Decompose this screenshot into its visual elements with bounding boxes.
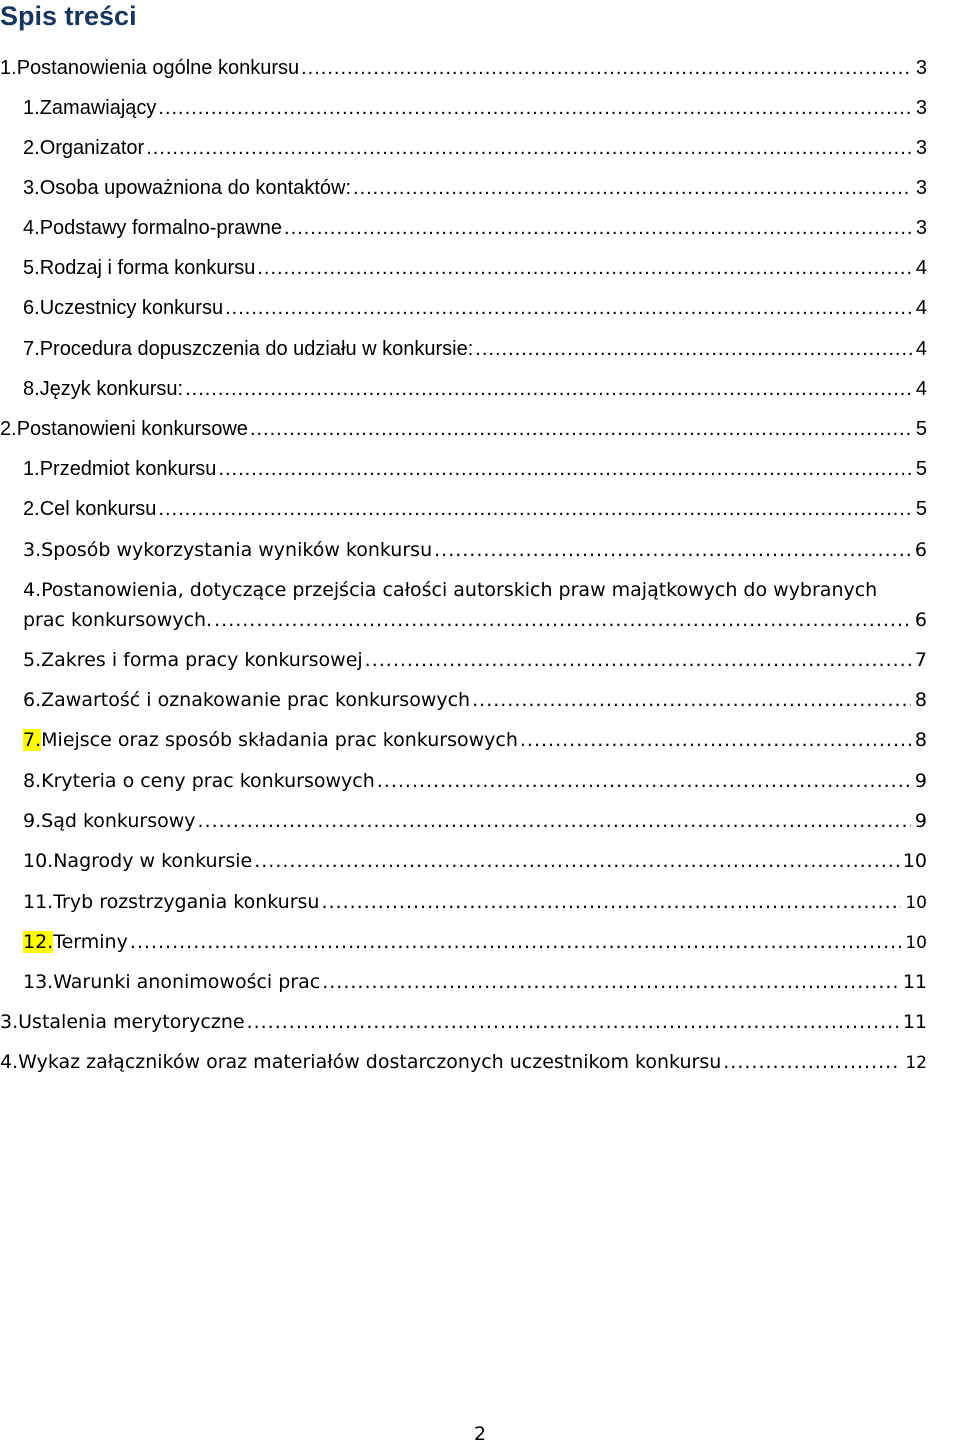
toc-entry-number: 5. bbox=[23, 257, 40, 279]
toc-entry-number: 4. bbox=[23, 217, 40, 239]
toc-entry-page: 7 bbox=[914, 649, 927, 671]
toc-entry-page: 11 bbox=[902, 971, 927, 993]
toc-entry-number: 3. bbox=[23, 539, 42, 561]
toc-entry-number: 2. bbox=[23, 498, 40, 520]
toc-entry-page: 10 bbox=[905, 933, 927, 953]
dot-leader bbox=[146, 136, 912, 160]
toc-entry-number: 2. bbox=[23, 137, 40, 159]
toc-entry-2-6[interactable] bbox=[0, 688, 927, 712]
toc-entry-2-5[interactable] bbox=[0, 648, 927, 672]
toc-entry-number: 6. bbox=[23, 689, 42, 711]
dot-leader bbox=[158, 96, 911, 120]
dot-leader bbox=[520, 728, 911, 752]
dot-leader bbox=[130, 930, 902, 954]
toc-entry-2-13[interactable] bbox=[0, 970, 927, 994]
toc-entry-number: 9. bbox=[23, 810, 42, 832]
toc-entry-number: 4. bbox=[23, 579, 42, 601]
toc-entry-1-5[interactable] bbox=[0, 256, 927, 280]
toc-entry-number: 8. bbox=[23, 770, 42, 792]
toc-entry-page: 9 bbox=[914, 810, 927, 832]
dot-leader bbox=[214, 608, 911, 632]
toc-entry-label: Ustalenia merytoryczne bbox=[18, 1011, 245, 1033]
dot-leader bbox=[254, 849, 899, 873]
toc-entry-label: Język konkursu: bbox=[39, 378, 184, 400]
toc-entry-number: 1. bbox=[23, 97, 40, 119]
toc-entry-label: Przedmiot konkursu bbox=[39, 458, 217, 480]
dot-leader bbox=[218, 457, 911, 481]
toc-entry-2-11[interactable] bbox=[0, 890, 927, 915]
toc-entry-page: 4 bbox=[915, 338, 927, 360]
toc-entry-label-line1: Postanowienia, dotyczące przejścia całości autorskich praw majątkowych do wybranych bbox=[41, 579, 878, 601]
toc-entry-number: 3. bbox=[0, 1011, 19, 1033]
toc-entry-2-7[interactable] bbox=[0, 728, 927, 752]
dot-leader bbox=[284, 216, 912, 240]
toc-entry-page: 8 bbox=[914, 729, 927, 751]
dot-leader bbox=[158, 497, 911, 521]
toc-entry-2[interactable] bbox=[0, 417, 927, 441]
toc-entry-label: Sąd konkursowy bbox=[41, 810, 196, 832]
toc-entry-page: 11 bbox=[902, 1011, 927, 1033]
toc-entry-number: 4. bbox=[0, 1051, 19, 1073]
toc-entry-page: 5 bbox=[915, 418, 927, 440]
toc-entry-2-3[interactable] bbox=[0, 538, 927, 562]
toc-entry-number: 7. bbox=[23, 338, 40, 360]
toc-entry-label: prac konkursowych. bbox=[23, 609, 213, 631]
toc-entry-label: Rodzaj i forma konkursu bbox=[39, 257, 256, 279]
dot-leader bbox=[301, 56, 912, 80]
toc-entry-number: 1. bbox=[0, 57, 17, 79]
dot-leader bbox=[377, 769, 911, 793]
toc-entry-page: 3 bbox=[915, 217, 927, 239]
toc-entry-page: 10 bbox=[905, 893, 927, 913]
dot-leader bbox=[322, 970, 899, 994]
toc-entry-label: Cel konkursu bbox=[39, 498, 157, 520]
toc-entry-number-highlighted: 7. bbox=[23, 729, 42, 751]
toc-entry-number-highlighted: 12. bbox=[23, 931, 54, 953]
toc-entry-page: 9 bbox=[914, 770, 927, 792]
toc-entry-page: 4 bbox=[915, 378, 927, 400]
toc-entry-2-12[interactable] bbox=[0, 930, 927, 955]
toc-entry-number: 11. bbox=[23, 891, 54, 913]
toc-entry-2-1[interactable] bbox=[0, 457, 927, 481]
toc-entry-label: Sposób wykorzystania wyników konkursu bbox=[41, 539, 433, 561]
toc-entry-page: 3 bbox=[915, 177, 927, 199]
toc-entry-page: 10 bbox=[902, 850, 927, 872]
dot-leader bbox=[472, 688, 911, 712]
toc-entry-page: 3 bbox=[915, 57, 927, 79]
toc-entry-1-2[interactable] bbox=[0, 136, 927, 160]
dot-leader bbox=[475, 337, 912, 361]
toc-entry-number: 2. bbox=[0, 418, 17, 440]
toc-entry-label: Zamawiający bbox=[39, 97, 157, 119]
toc-entry-1[interactable] bbox=[0, 56, 927, 80]
toc-entry-page: 5 bbox=[915, 458, 927, 480]
toc-entry-page: 8 bbox=[914, 689, 927, 711]
toc-entry-page: 12 bbox=[905, 1053, 927, 1073]
dot-leader bbox=[723, 1050, 901, 1074]
toc-entry-1-6[interactable] bbox=[0, 296, 927, 320]
dot-leader bbox=[365, 648, 911, 672]
toc-entry-label: Postanowieni konkursowe bbox=[16, 418, 248, 440]
toc-entry-page: 3 bbox=[915, 97, 927, 119]
toc-entry-2-10[interactable] bbox=[0, 849, 927, 873]
toc-entry-label: Postanowienia ogólne konkursu bbox=[16, 57, 300, 79]
dot-leader bbox=[434, 538, 911, 562]
toc-entry-4[interactable] bbox=[0, 1050, 927, 1075]
toc-entry-label: Uczestnicy konkursu bbox=[39, 297, 224, 319]
toc-entry-number: 10. bbox=[23, 850, 54, 872]
toc-entry-number: 6. bbox=[23, 297, 40, 319]
toc-entry-3[interactable] bbox=[0, 1010, 927, 1034]
toc-entry-2-8[interactable] bbox=[0, 769, 927, 793]
toc-entry-page: 6 bbox=[914, 539, 927, 561]
toc-entry-label: Osoba upoważniona do kontaktów: bbox=[39, 177, 352, 199]
toc-entry-label: Nagrody w konkursie bbox=[53, 850, 253, 872]
toc-entry-label: Zakres i forma pracy konkursowej bbox=[41, 649, 363, 671]
toc-entry-label: Procedura dopuszczenia do udziału w konkursie: bbox=[39, 338, 474, 360]
toc-entry-2-9[interactable] bbox=[0, 809, 927, 833]
toc-entry-1-1[interactable] bbox=[0, 96, 927, 120]
toc-entry-1-3[interactable] bbox=[0, 176, 927, 200]
dot-leader bbox=[185, 377, 912, 401]
dot-leader bbox=[321, 890, 901, 914]
toc-entry-label: Podstawy formalno-prawne bbox=[39, 217, 283, 239]
toc-entry-label: Organizator bbox=[39, 137, 145, 159]
toc-entry-page: 5 bbox=[915, 498, 927, 520]
toc-entry-number: 5. bbox=[23, 649, 42, 671]
toc-entry-label: Terminy bbox=[53, 931, 128, 953]
dot-leader bbox=[353, 176, 912, 200]
toc-entry-1-8[interactable] bbox=[0, 377, 927, 401]
toc-entry-label: Wykaz załączników oraz materiałów dostarczonych uczestnikom konkursu bbox=[18, 1051, 722, 1073]
toc-entry-first-line bbox=[0, 578, 960, 602]
toc-entry-number: 1. bbox=[23, 458, 40, 480]
toc-entry-label: Zawartość i oznakowanie prac konkursowych bbox=[41, 689, 471, 711]
toc-title: Spis treści bbox=[0, 1, 137, 31]
dot-leader bbox=[247, 1010, 899, 1034]
toc-entry-number: 3. bbox=[23, 177, 40, 199]
toc-entry-1-4[interactable] bbox=[0, 216, 927, 240]
toc-entry-page: 3 bbox=[915, 137, 927, 159]
toc-entry-page: 4 bbox=[915, 297, 927, 319]
toc-entry-page: 4 bbox=[915, 257, 927, 279]
dot-leader bbox=[250, 417, 912, 441]
dot-leader bbox=[198, 809, 911, 833]
toc-entry-2-4[interactable] bbox=[0, 578, 960, 632]
toc-entry-label: Kryteria o ceny prac konkursowych bbox=[41, 770, 375, 792]
toc-entry-1-7[interactable] bbox=[0, 337, 927, 361]
dot-leader bbox=[257, 256, 912, 280]
toc-entry-label: Miejsce oraz sposób składania prac konkursowych bbox=[41, 729, 518, 751]
page-number: 2 bbox=[473, 1423, 487, 1445]
toc-entry-label: Warunki anonimowości prac bbox=[53, 971, 321, 993]
toc-entry-number: 13. bbox=[23, 971, 54, 993]
dot-leader bbox=[225, 296, 912, 320]
toc-entry-page: 6 bbox=[914, 609, 927, 631]
toc-entry-label: Tryb rozstrzygania konkursu bbox=[53, 891, 320, 913]
toc-entry-number: 8. bbox=[23, 378, 40, 400]
toc-entry-2-2[interactable] bbox=[0, 497, 927, 521]
